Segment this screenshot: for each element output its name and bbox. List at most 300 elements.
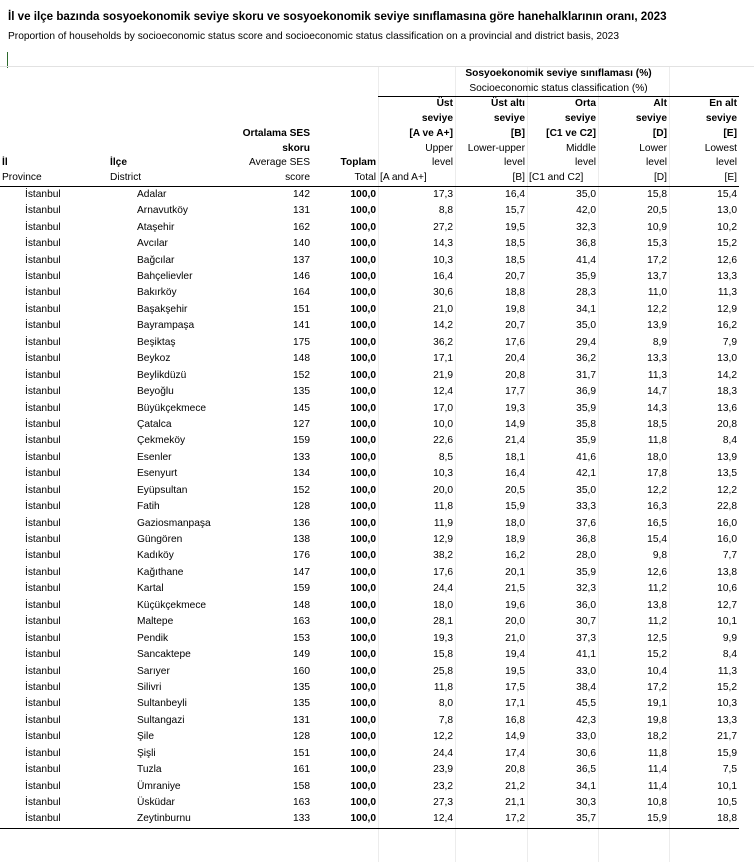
ses-score-cell: 141	[293, 320, 310, 332]
province-cell: İstanbul	[25, 501, 61, 513]
table-row	[0, 778, 739, 794]
lower-header-en: [D]	[598, 171, 669, 186]
lowest-cell: 12,2	[717, 484, 737, 496]
ses-score-cell: 153	[293, 632, 310, 644]
total-cell: 100,0	[350, 238, 376, 250]
middle-cell: 36,2	[576, 353, 596, 365]
total-cell: 100,0	[350, 451, 376, 463]
total-cell: 100,0	[312, 811, 378, 828]
upper-cell: 10,0	[433, 418, 453, 430]
upper-cell: 12,4	[378, 811, 455, 828]
province-cell: İstanbul	[25, 336, 61, 348]
table-row	[0, 483, 739, 499]
lowest-cell: 18,8	[669, 811, 739, 828]
district-cell: Üsküdar	[137, 797, 175, 809]
lowest-cell: 13,9	[717, 451, 737, 463]
middle-header-en: level	[575, 157, 596, 169]
ses-score-cell: 128	[293, 501, 310, 513]
district-header-en: District	[108, 171, 216, 186]
lower-cell: 10,9	[647, 221, 667, 233]
lower-cell: 19,1	[647, 698, 667, 710]
ses-header: skoru	[282, 142, 310, 154]
province-cell: İstanbul	[25, 599, 61, 611]
lowest-header-en: [E]	[669, 171, 739, 186]
lower-cell: 11,0	[647, 287, 667, 299]
ses-score-cell: 131	[293, 205, 310, 217]
lower-upper-cell: 20,8	[505, 764, 525, 776]
lower-upper-cell: 17,4	[505, 747, 525, 759]
lower-cell: 11,8	[647, 747, 667, 759]
table-row	[0, 746, 739, 762]
middle-cell: 35,0	[576, 188, 596, 200]
ses-score-cell: 133	[216, 811, 312, 828]
lower-upper-cell: 16,2	[505, 550, 525, 562]
lowest-cell: 11,3	[717, 665, 737, 677]
lower-cell: 16,3	[647, 501, 667, 513]
upper-cell: 14,2	[433, 320, 453, 332]
total-cell: 100,0	[350, 599, 376, 611]
province-cell: İstanbul	[25, 353, 61, 365]
lower-upper-cell: 19,5	[505, 665, 525, 677]
upper-cell: 23,2	[433, 780, 453, 792]
district-cell: Beyoğlu	[137, 386, 174, 398]
total-cell: 100,0	[350, 402, 376, 414]
lower-cell: 13,7	[647, 271, 667, 283]
upper-cell: 23,9	[433, 764, 453, 776]
ses-score-cell: 138	[293, 534, 310, 546]
lowest-cell: 10,5	[717, 797, 737, 809]
lower-header-en: level	[646, 157, 667, 169]
ses-score-cell: 152	[293, 369, 310, 381]
lower-cell: 12,5	[647, 632, 667, 644]
district-cell: Zeytinburnu	[108, 811, 216, 828]
district-cell: Silivri	[137, 681, 162, 693]
lower-cell: 14,7	[647, 386, 667, 398]
table-row	[0, 811, 739, 828]
lower-cell: 11,3	[647, 369, 667, 381]
lowest-cell: 13,0	[717, 353, 737, 365]
lowest-cell: 10,2	[717, 221, 737, 233]
province-cell: İstanbul	[25, 238, 61, 250]
province-cell: İstanbul	[25, 731, 61, 743]
district-cell: Sarıyer	[137, 665, 170, 677]
lower-cell: 18,5	[647, 418, 667, 430]
table-row	[0, 680, 739, 696]
lowest-cell: 10,3	[717, 698, 737, 710]
table-row	[0, 203, 739, 219]
middle-cell: 28,0	[576, 550, 596, 562]
district-cell: Bağcılar	[137, 254, 175, 266]
upper-cell: 7,8	[438, 714, 453, 726]
table-row	[0, 318, 739, 334]
ses-score-cell: 146	[293, 271, 310, 283]
lowest-header-en: level	[716, 157, 737, 169]
lowerupper-header: Üst altı	[491, 98, 525, 110]
total-cell: 100,0	[350, 221, 376, 233]
district-cell: Beylikdüzü	[137, 369, 187, 381]
lower-cell: 15,9	[598, 811, 669, 828]
total-header-en: Total	[312, 171, 378, 186]
lower-upper-cell: 20,8	[505, 369, 525, 381]
lower-upper-cell: 19,3	[505, 402, 525, 414]
table-row	[0, 417, 739, 433]
middle-cell: 32,3	[576, 221, 596, 233]
lowest-cell: 15,4	[717, 188, 737, 200]
province-cell: İstanbul	[25, 665, 61, 677]
ses-score-cell: 152	[293, 484, 310, 496]
district-cell: Beykoz	[137, 353, 171, 365]
table-row	[0, 186, 739, 203]
district-cell: Başakşehir	[137, 303, 188, 315]
lowest-header: seviye	[705, 113, 737, 125]
upper-cell: 20,0	[433, 484, 453, 496]
total-cell: 100,0	[350, 517, 376, 529]
lower-upper-cell: 18,5	[505, 254, 525, 266]
province-cell: İstanbul	[25, 616, 61, 628]
lower-cell: 12,2	[647, 303, 667, 315]
total-cell: 100,0	[350, 484, 376, 496]
total-cell: 100,0	[350, 271, 376, 283]
middle-cell: 36,0	[576, 599, 596, 611]
lower-header: Alt	[653, 98, 667, 110]
district-cell: Eyüpsultan	[137, 484, 188, 496]
ses-score-cell: 160	[293, 665, 310, 677]
lower-cell: 13,8	[647, 599, 667, 611]
lower-cell: 11,4	[647, 780, 667, 792]
middle-cell: 42,3	[576, 714, 596, 726]
total-cell: 100,0	[350, 303, 376, 315]
lowest-cell: 15,2	[717, 238, 737, 250]
district-cell: Arnavutköy	[137, 205, 188, 217]
total-cell: 100,0	[350, 534, 376, 546]
lowest-cell: 20,8	[717, 418, 737, 430]
district-cell: Güngören	[137, 534, 183, 546]
lower-upper-cell: 16,4	[505, 468, 525, 480]
lower-upper-cell: 14,9	[505, 731, 525, 743]
table-row	[0, 795, 739, 811]
total-cell: 100,0	[350, 336, 376, 348]
province-cell: İstanbul	[25, 550, 61, 562]
lower-cell: 14,3	[647, 402, 667, 414]
table-subtitle: Proportion of households by socioeconomic status score and socioeconomic status classification on a provincial and district basis, 2023	[8, 31, 620, 42]
lower-header: seviye	[635, 113, 667, 125]
middle-cell: 32,3	[576, 583, 596, 595]
lower-upper-cell: 20,5	[505, 484, 525, 496]
province-cell: İstanbul	[25, 271, 61, 283]
lower-cell: 19,8	[647, 714, 667, 726]
middle-header: Orta	[575, 98, 596, 110]
upper-cell: 14,3	[433, 238, 453, 250]
lower-upper-cell: 20,7	[505, 271, 525, 283]
table-row	[0, 598, 739, 614]
group-header-tr: Sosyoekonomik seviye sınıflaması (%)	[465, 68, 652, 79]
ses-header-en: Average SES	[249, 157, 310, 169]
total-cell: 100,0	[350, 188, 376, 200]
total-cell: 100,0	[350, 583, 376, 595]
lower-upper-cell: 17,5	[505, 681, 525, 693]
total-cell: 100,0	[350, 418, 376, 430]
district-cell: Maltepe	[137, 616, 174, 628]
table-row	[0, 532, 739, 548]
upper-cell: 8,0	[438, 698, 453, 710]
lowest-cell: 7,9	[722, 336, 737, 348]
total-cell: 100,0	[350, 649, 376, 661]
middle-cell: 35,9	[576, 402, 596, 414]
province-cell: İstanbul	[25, 797, 61, 809]
lower-upper-cell: 20,4	[505, 353, 525, 365]
lower-cell: 18,0	[647, 451, 667, 463]
upper-cell: 22,6	[433, 435, 453, 447]
district-cell: Avcılar	[137, 238, 168, 250]
lowest-cell: 16,0	[717, 534, 737, 546]
lower-cell: 17,8	[647, 468, 667, 480]
middle-cell: 42,1	[576, 468, 596, 480]
lowest-cell: 13,0	[717, 205, 737, 217]
lower-cell: 8,9	[652, 336, 667, 348]
table-row	[0, 236, 739, 252]
middle-cell: 30,7	[576, 616, 596, 628]
upper-cell: 19,3	[433, 632, 453, 644]
total-cell: 100,0	[350, 747, 376, 759]
ses-header: Ortalama SES	[242, 127, 310, 139]
ses-score-cell: 162	[293, 221, 310, 233]
lowest-cell: 13,8	[717, 566, 737, 578]
ses-score-cell: 137	[293, 254, 310, 266]
lower-cell: 15,3	[647, 238, 667, 250]
lower-upper-cell: 21,1	[505, 797, 525, 809]
ses-score-cell: 164	[293, 287, 310, 299]
lower-upper-cell: 21,5	[505, 583, 525, 595]
province-cell: İstanbul	[25, 386, 61, 398]
province-cell: İstanbul	[25, 451, 61, 463]
lowerupper-header-en: level	[504, 157, 525, 169]
total-cell: 100,0	[350, 353, 376, 365]
district-cell: Sancaktepe	[137, 649, 191, 661]
lower-cell: 15,2	[647, 649, 667, 661]
lowest-cell: 22,8	[717, 501, 737, 513]
lower-upper-cell: 20,1	[505, 566, 525, 578]
upper-cell: 8,5	[438, 451, 453, 463]
lower-upper-cell: 18,0	[505, 517, 525, 529]
ses-header-en: score	[216, 171, 312, 186]
lowest-cell: 16,2	[717, 320, 737, 332]
lowest-header-en: Lowest	[704, 142, 737, 154]
lower-cell: 11,2	[647, 583, 667, 595]
table-row	[0, 499, 739, 515]
upper-cell: 10,3	[433, 254, 453, 266]
district-cell: Küçükçekmece	[137, 599, 207, 611]
ses-score-cell: 147	[293, 566, 310, 578]
district-cell: Şile	[137, 731, 154, 743]
total-cell: 100,0	[350, 714, 376, 726]
total-cell: 100,0	[350, 550, 376, 562]
lowest-cell: 12,9	[717, 303, 737, 315]
upper-cell: 11,8	[433, 681, 453, 693]
total-cell: 100,0	[350, 386, 376, 398]
table-row	[0, 581, 739, 597]
middle-cell: 34,1	[576, 303, 596, 315]
total-cell: 100,0	[350, 731, 376, 743]
upper-cell: 25,8	[433, 665, 453, 677]
table-row	[0, 220, 739, 236]
lower-cell: 20,5	[647, 205, 667, 217]
lower-cell: 17,2	[647, 254, 667, 266]
group-header-en: Socioeconomic status classification (%)	[378, 82, 739, 97]
district-cell: Çatalca	[137, 418, 172, 430]
district-cell: Kadıköy	[137, 550, 174, 562]
district-cell: Gaziosmanpaşa	[137, 517, 211, 529]
table-row	[0, 302, 739, 318]
lower-cell: 18,2	[647, 731, 667, 743]
lower-upper-cell: 18,5	[505, 238, 525, 250]
total-cell: 100,0	[350, 435, 376, 447]
ses-score-cell: 151	[293, 747, 310, 759]
total-cell: 100,0	[350, 566, 376, 578]
district-cell: Çekmeköy	[137, 435, 186, 447]
upper-cell: 16,4	[433, 271, 453, 283]
upper-header: [A ve A+]	[409, 127, 453, 139]
ses-score-cell: 131	[293, 714, 310, 726]
table-row	[0, 548, 739, 564]
middle-cell: 28,3	[576, 287, 596, 299]
province-cell: İstanbul	[25, 205, 61, 217]
province-cell: İstanbul	[25, 583, 61, 595]
province-cell: İstanbul	[25, 566, 61, 578]
province-cell: İstanbul	[25, 484, 61, 496]
lowest-cell: 11,3	[717, 287, 737, 299]
total-cell: 100,0	[350, 468, 376, 480]
ses-score-cell: 127	[293, 418, 310, 430]
middle-cell: 41,1	[576, 649, 596, 661]
province-cell: İstanbul	[25, 714, 61, 726]
middle-cell: 30,3	[576, 797, 596, 809]
lower-header: [D]	[652, 127, 667, 139]
district-cell: Bayrampaşa	[137, 320, 195, 332]
lower-upper-cell: 20,7	[505, 320, 525, 332]
ses-score-cell: 140	[293, 238, 310, 250]
lower-cell: 16,5	[647, 517, 667, 529]
lowest-cell: 9,9	[722, 632, 737, 644]
lower-cell: 12,2	[647, 484, 667, 496]
ses-score-cell: 158	[293, 780, 310, 792]
total-cell: 100,0	[350, 764, 376, 776]
upper-header: Üst	[436, 98, 453, 110]
middle-cell: 35,7	[527, 811, 598, 828]
total-cell: 100,0	[350, 632, 376, 644]
upper-cell: 17,6	[433, 566, 453, 578]
upper-cell: 18,0	[433, 599, 453, 611]
table-row	[0, 269, 739, 285]
upper-header: seviye	[421, 113, 453, 125]
lowest-cell: 21,7	[717, 731, 737, 743]
lowerupper-header-en: Lower-upper	[467, 142, 525, 154]
middle-cell: 35,9	[576, 566, 596, 578]
ses-score-cell: 145	[293, 402, 310, 414]
middle-cell: 35,9	[576, 271, 596, 283]
lower-upper-cell: 21,4	[505, 435, 525, 447]
ses-score-cell: 161	[293, 764, 310, 776]
province-cell: İstanbul	[25, 534, 61, 546]
lowest-cell: 7,7	[722, 550, 737, 562]
total-header: Toplam	[340, 157, 376, 169]
lowerupper-header: [B]	[510, 127, 525, 139]
table-row	[0, 663, 739, 679]
lowest-cell: 12,6	[717, 254, 737, 266]
district-cell: Kartal	[137, 583, 164, 595]
middle-cell: 33,3	[576, 501, 596, 513]
upper-header-en: level	[432, 157, 453, 169]
province-cell: İstanbul	[25, 780, 61, 792]
lowest-cell: 13,5	[717, 468, 737, 480]
table-row	[0, 729, 739, 745]
upper-cell: 17,1	[433, 353, 453, 365]
total-cell: 100,0	[350, 665, 376, 677]
table-row	[0, 335, 739, 351]
table-row	[0, 647, 739, 663]
lowest-cell: 12,7	[717, 599, 737, 611]
middle-cell: 34,1	[576, 780, 596, 792]
middle-header: [C1 ve C2]	[546, 127, 596, 139]
table-row	[0, 367, 739, 383]
middle-header-en: Middle	[565, 142, 596, 154]
middle-cell: 37,3	[576, 632, 596, 644]
upper-cell: 17,0	[433, 402, 453, 414]
lower-upper-cell: 18,8	[505, 287, 525, 299]
province-cell: İstanbul	[25, 320, 61, 332]
province-cell: İstanbul	[25, 649, 61, 661]
ses-score-cell: 163	[293, 616, 310, 628]
table-row	[0, 384, 739, 400]
ses-score-cell: 134	[293, 468, 310, 480]
lower-upper-cell: 17,1	[505, 698, 525, 710]
middle-cell: 41,6	[576, 451, 596, 463]
district-cell: Şişli	[137, 747, 156, 759]
upper-header-en: [A and A+]	[378, 171, 455, 186]
lowest-cell: 13,3	[717, 714, 737, 726]
lower-upper-cell: 21,0	[505, 632, 525, 644]
district-cell: Esenyurt	[137, 468, 178, 480]
ses-score-cell: 159	[293, 435, 310, 447]
district-cell: Sultanbeyli	[137, 698, 187, 710]
lowest-cell: 14,2	[717, 369, 737, 381]
total-cell: 100,0	[350, 320, 376, 332]
middle-cell: 42,0	[576, 205, 596, 217]
table-row	[0, 450, 739, 466]
middle-cell: 35,0	[576, 484, 596, 496]
upper-cell: 12,2	[433, 731, 453, 743]
province-cell: İstanbul	[25, 681, 61, 693]
lower-upper-cell: 20,0	[505, 616, 525, 628]
middle-cell: 33,0	[576, 731, 596, 743]
lower-upper-cell: 17,6	[505, 336, 525, 348]
district-cell: Bakırköy	[137, 287, 177, 299]
province-cell: İstanbul	[25, 402, 61, 414]
total-cell: 100,0	[350, 287, 376, 299]
table-row	[0, 630, 739, 646]
lower-cell: 10,4	[647, 665, 667, 677]
middle-cell: 36,8	[576, 534, 596, 546]
lower-cell: 15,8	[647, 188, 667, 200]
lowest-cell: 10,6	[717, 583, 737, 595]
ses-score-cell: 136	[293, 517, 310, 529]
lowest-cell: 13,6	[717, 402, 737, 414]
table-row	[0, 252, 739, 268]
district-cell: Kağıthane	[137, 566, 184, 578]
district-cell: Adalar	[137, 188, 167, 200]
province-cell: İstanbul	[25, 303, 61, 315]
upper-cell: 12,4	[433, 386, 453, 398]
upper-cell: 17,3	[433, 188, 453, 200]
